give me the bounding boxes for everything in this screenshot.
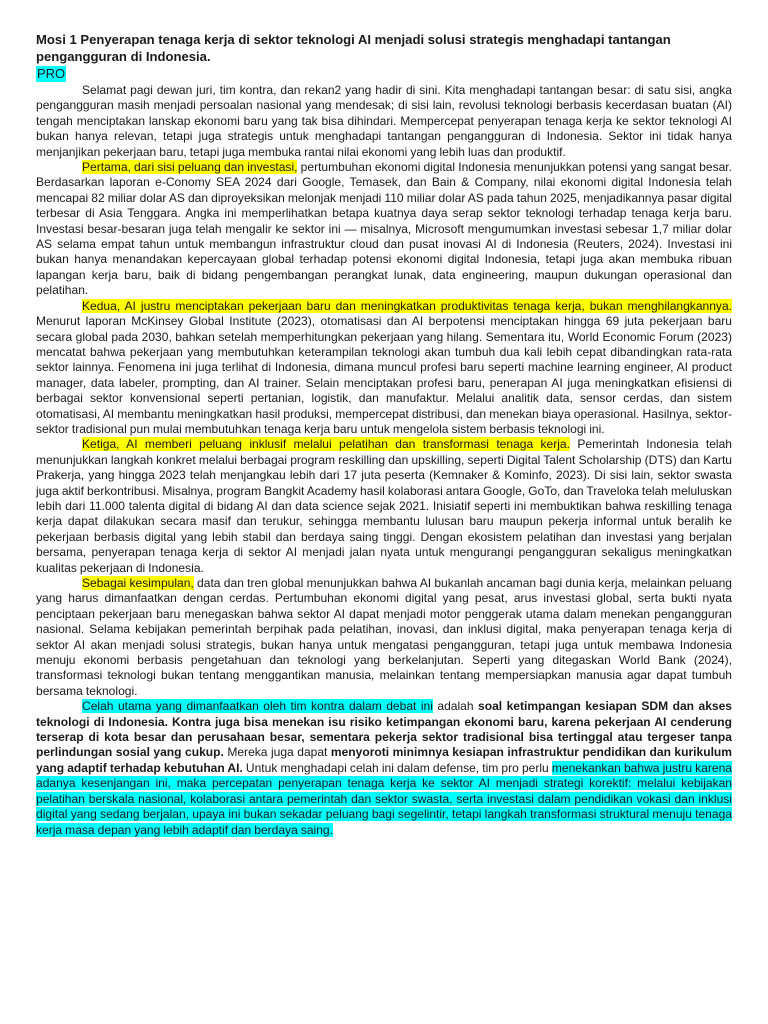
paragraph-opening: Selamat pagi dewan juri, tim kontra, dan rekan2 yang hadir di sini. Kita menghadapi tantangan besar: di satu sisi, angka pengangguran masih menjadi persoalan nasional yang mendesak; di sisi lain, revolusi teknologi berbasis kecerdasan buatan (AI) tengah menciptakan lanskap ekonomi baru yang tak bisa dihindari. Mempercepat penyerapan tenaga kerja ke sektor teknologi AI bukan hanya relevan, tetapi juga strategis untuk menghadapi tantangan pengangguran di Indonesia. Sektor ini tidak hanya menjanjikan pekerjaan baru, tetapi juga membuka rantai nilai ekonomi yang lebih luas dan produktif. — [36, 83, 732, 159]
paragraph-first-argument — [36, 160, 732, 299]
text-counter-2: Mereka juga dapat — [223, 745, 331, 760]
text-counter-1: adalah — [432, 699, 479, 714]
text-second-argument: Menurut laporan McKinsey Global Institute (2023), otomatisasi dan AI berpotensi menciptakan hingga 69 juta pekerjaan baru secara global pada 2030, bahkan setelah memperhitungkan pekerjaan yang hilang. Sementara itu, World Economic Forum (2023) mencatat bahwa pekerjaan yang membutuhkan keterampilan teknologi akan tumbuh dua kali lebih cepat dibandingkan rata-rata sektor lainnya. Fenomena ini juga terlihat di Indonesia, dimana muncul profesi baru seperti machine learning engineer, AI product manager, data labeler, prompting, dan AI trainer. Selain menciptakan profesi baru, penerapan AI juga meningkatkan efisiensi di berbagai sektor konvensional seperti pertanian, logistik, dan manufaktur. Melalui analitik data, sensor cerdas, dan sistem otomatisasi, AI membantu meningkatkan hasil produksi, mempercepat distribusi, dan menekan biaya operasional. Hasilnya, sektor-sektor tradisional pun mulai membutuhkan tenaga kerja baru untuk mengelola sistem berbasis teknologi ini. — [36, 314, 732, 436]
text-first-argument: pertumbuhan ekonomi digital Indonesia menunjukkan potensi yang sangat besar. Berdasarkan laporan e-Conomy SEA 2024 dari Google, Temasek, dan Bain & Company, nilai ekonomi digital Indonesia telah mencapai 82 miliar dolar AS dan diproyeksikan melonjak menjadi 110 miliar dolar AS pada tahun 2025, menjadikannya pasar digital terbesar di Asia Tenggara. Angka ini memperlihatkan betapa kuatnya daya serap sektor teknologi terhadap tenaga kerja baru. Investasi besar-besaran juga telah mengalir ke sektor ini — misalnya, Microsoft mengumumkan investasi sebesar 1,7 miliar dolar AS selama empat tahun untuk membangun infrastruktur cloud dan pusat inovasi AI di Indonesia (Reuters, 2024). Investasi ini bukan hanya menandakan kepercayaan global terhadap potensi ekonomi digital Indonesia, tetapi juga akan membuka ribuan lapangan kerja baru, baik di bidang pengembangan perangkat lunak, data engineering, maupun dukungan operasional dan pelatihan. — [36, 160, 732, 298]
highlight-first-argument: Pertama, dari sisi peluang dan investasi, — [82, 160, 298, 175]
bold-counter-issue-1: soal ketimpangan kesiapan SDM dan akses teknologi di Indonesia. Kontra juga bisa menekan isu risiko ketimpangan ekonomi baru, karena pekerjaan AI cenderung terserap di kota besar dan perusahaan besar, sementara pekerja sektor tradisional bisa tertinggal atau tergeser tanpa perlindungan sosial yang cukup. — [36, 699, 732, 760]
bold-counter-issue-2: menyoroti minimnya kesiapan infrastruktur pendidikan dan kurikulum yang adaptif terhadap kebutuhan AI. — [36, 745, 733, 775]
side-label-pro: PRO — [37, 66, 66, 81]
highlight-second-argument: Kedua, AI justru menciptakan pekerjaan baru dan meningkatkan produktivitas tenaga kerja, bukan menghilangkannya. — [82, 298, 732, 313]
motion-title: Mosi 1 Penyerapan tenaga kerja di sektor teknologi AI menjadi solusi strategis menghadapi tantangan pengangguran di Indonesia. — [36, 32, 671, 64]
highlight-conclusion: Sebagai kesimpulan, — [82, 576, 194, 590]
highlight-defense-strategy: menekankan bahwa justru karena adanya kesenjangan ini, maka percepatan penyerapan tenaga kerja ke sektor AI menjadi strategi korektif: melalui kebijakan pelatihan berskala nasional, kolaborasi antara pemerintah dan sektor swasta, serta investasi dalam pendidikan vokasi dan inklusi digital yang sedang berjalan, upaya ini bukan sekadar peluang bagi segelintir, tetapi langkah transformasi struktural menuju tenaga kerja masa depan yang lebih adaptif dan berdaya saing. — [36, 760, 732, 837]
highlight-counter-gap: Celah utama yang dimanfaatkan oleh tim kontra dalam debat ini — [82, 699, 433, 714]
text-conclusion: data dan tren global menunjukkan bahwa AI bukanlah ancaman bagi dunia kerja, melainkan peluang yang harus dimanfaatkan dengan cerdas. Pertumbuhan ekonomi digital yang pesat, arus investasi global, serta bukti nyata penciptaan pekerjaan baru menegaskan bahwa sektor AI dapat menjadi motor penggerak utama dalam menekan pengangguran nasional. Selama kebijakan pemerintah berpihak pada pelatihan, inovasi, dan inklusi digital, maka penyerapan tenaga kerja di sektor AI akan menjadi solusi strategis, bukan hanya untuk mengatasi pengangguran, tetapi juga untuk membawa Indonesia menuju ekonomi berbasis pengetahuan dan teknologi yang berkelanjutan. Seperti yang ditegaskan World Bank (2024), transformasi teknologi bukan tentang menggantikan manusia, melainkan tentang mempersiapkan manusia agar dapat tumbuh bersama teknologi. — [36, 576, 732, 698]
highlight-third-argument: Ketiga, AI memberi peluang inklusif melalui pelatihan dan transformasi tenaga kerja. — [82, 437, 570, 452]
text-counter-3: Untuk menghadapi celah ini dalam defense, tim pro perlu — [242, 760, 552, 775]
paragraph-counter-analysis — [36, 699, 732, 838]
paragraph-third-argument — [36, 437, 732, 576]
paragraph-conclusion — [36, 576, 732, 699]
text-third-argument: Pemerintah Indonesia telah menunjukkan langkah konkret melalui berbagai program reskilling dan upskilling, seperti Digital Talent Scholarship (DTS) dan Kartu Prakerja, yang hingga 2023 telah menjangkau lebih dari 17 juta peserta (Kemnaker & Kominfo, 2023). Di sisi lain, sektor swasta juga aktif berkontribusi. Misalnya, program Bangkit Academy hasil kolaborasi antara Google, GoTo, dan Traveloka telah meluluskan lebih dari 11.000 talenta digital di bidang AI dan data science sejak 2021. Inisiatif seperti ini membuktikan bahwa reskilling tenaga kerja dapat dilakukan secara masif dan terukur, sehingga membantu lulusan baru maupun pekerja informal untuk beralih ke pekerjaan berbasis digital yang lebih stabil dan berdaya saing tinggi. Dengan ekosistem pelatihan dan investasi yang berjalan bersama, penyerapan tenaga kerja di sektor AI menjadi jalan nyata untuk mengurangi pengangguran sekaligus meningkatkan kualitas pekerjaan di Indonesia. — [36, 437, 732, 575]
paragraph-second-argument — [36, 299, 732, 438]
